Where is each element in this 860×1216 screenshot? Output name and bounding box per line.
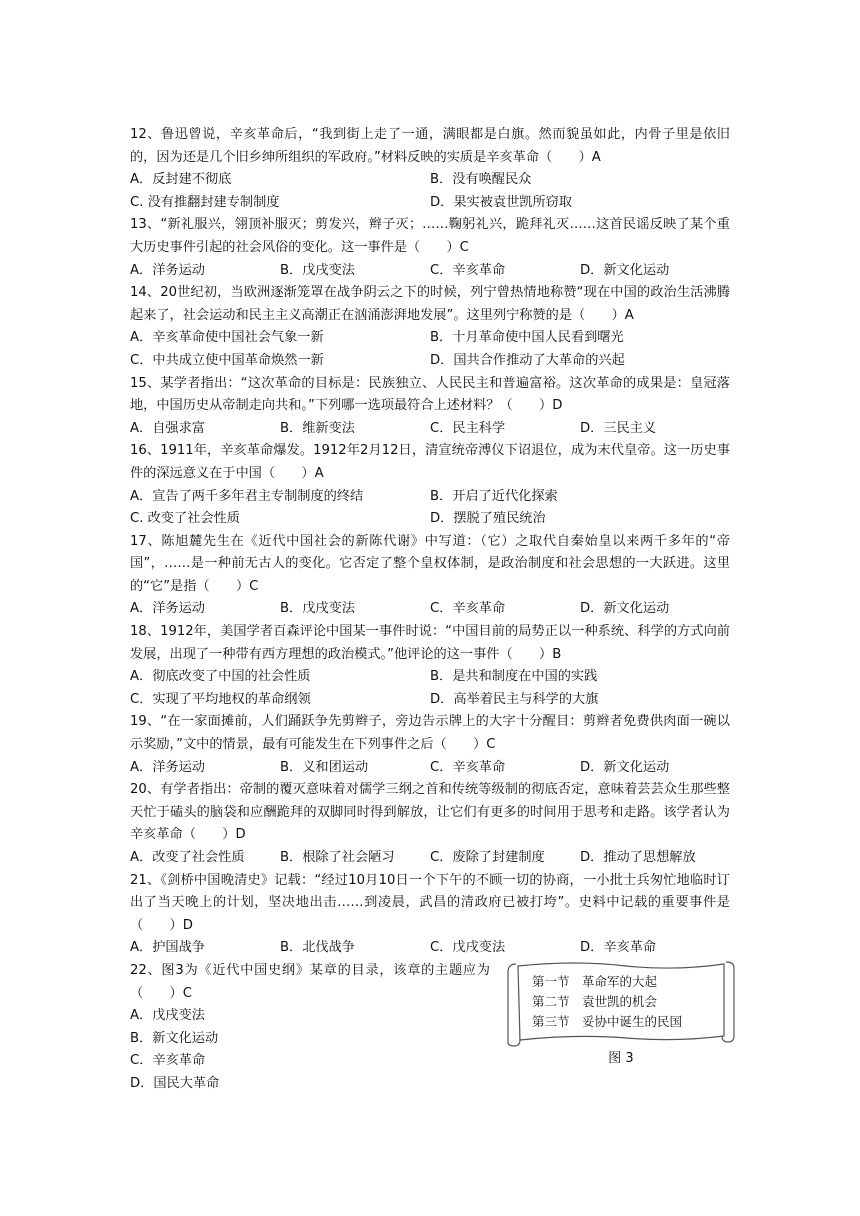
option: C．辛亥革命 (130, 1053, 206, 1069)
toc-line-1: 第一节 革命军的大起 (532, 973, 658, 989)
option: B．根除了社会陋习 (280, 850, 395, 865)
option: C. 没有推翻封建专制制度 (130, 194, 280, 210)
question-list (130, 124, 730, 960)
option-list (130, 327, 730, 372)
question-block (130, 621, 730, 711)
option: C．辛亥革命 (430, 759, 506, 775)
question-block (130, 124, 730, 214)
option: C. 改变了社会性质 (130, 511, 240, 527)
option: D．三民主义 (580, 420, 657, 436)
figure-3-scroll (506, 956, 736, 1066)
option: D．国共合作推动了大革命的兴起 (430, 352, 625, 368)
option: D．新文化运动 (580, 759, 670, 775)
option: D．国民大革命 (130, 1075, 220, 1091)
question-22 (130, 960, 730, 1096)
question-text: 13、“新礼服兴，翎顶补服灭；剪发兴，辫子灭；……鞠躬礼兴，跪拜礼灭……这首民谣反映了某个重大历史事件引起的社会风俗的变化。这一事件是（ ）C (130, 217, 730, 255)
question-text: 16、1911年，辛亥革命爆发。1912年2月12日，清宣统帝溥仪下诏退位，成为末代皇帝。这一历史事件的深远意义在于中国（ ）A (130, 443, 730, 481)
option: D．果实被袁世凯所窃取 (430, 194, 573, 210)
option: C．实现了平均地权的革命纲领 (130, 691, 311, 707)
option: A．自强求富 (130, 420, 205, 436)
option: D．辛亥革命 (580, 940, 657, 956)
option-list (130, 757, 730, 780)
option: A．洋务运动 (130, 759, 205, 775)
question-block (130, 870, 730, 960)
option: B．开启了近代化探索 (430, 488, 558, 504)
option: B．十月革命使中国人民看到曙光 (430, 330, 624, 346)
question-block (130, 214, 730, 282)
option: C．民主科学 (430, 420, 506, 436)
question-text: 20、有学者指出：帝制的覆灭意味着对儒学三纲之首和传统等级制的彻底否定，意味着芸芸众生那些整天忙于磕头的脑袋和应酬跪拜的双脚同时得到解放，让它们有更多的时间用于思考和走路。该学者认为辛亥革命（ ）D (130, 782, 730, 843)
document-body (130, 124, 730, 1096)
option: D．推动了思想解放 (580, 850, 696, 865)
option: C．中共成立使中国革命焕然一新 (130, 352, 324, 368)
option: A．护国战争 (130, 940, 205, 956)
option: C．废除了封建制度 (430, 850, 545, 865)
question-text: 14、20世纪初，当欧洲逐渐笼罩在战争阴云之下的时候，列宁曾热情地称赞“现在中国的政治生活沸腾起来了，社会运动和民主主义高潮正在汹涌澎湃地发展”。这里列宁称赞的是（ ）A (130, 285, 730, 323)
option: B．是共和制度在中国的实践 (430, 669, 598, 685)
option: B．没有唤醒民众 (430, 172, 532, 188)
option: B．新文化运动 (130, 1030, 219, 1046)
option: A．反封建不彻底 (130, 172, 232, 188)
question-text: 22、图3为《近代中国史纲》某章的目录，该章的主题应为（ ）C (130, 962, 490, 1001)
question-block (130, 440, 730, 530)
question-text: 15、某学者指出：“这次革命的目标是：民族独立、人民民主和普遍富裕。这次革命的成果是：皇冠落地，中国历史从帝制走向共和。”下列哪一选项最符合上述材料？（ ）D (130, 375, 730, 414)
option: B．义和团运动 (280, 759, 369, 775)
option: B．维新变法 (280, 420, 355, 436)
option: A．宣告了两千多年君主专制制度的终结 (130, 488, 364, 504)
option: C．戊戌变法 (430, 940, 506, 956)
figure-caption: 图 3 (608, 1050, 634, 1066)
option: A．改变了社会性质 (130, 850, 245, 865)
option: D．新文化运动 (580, 262, 670, 278)
question-block (130, 373, 730, 441)
option-list (130, 260, 730, 283)
question-block (130, 282, 730, 372)
scroll-illustration (506, 956, 736, 1048)
toc-line-3: 第三节 妥协中诞生的民国 (532, 1013, 683, 1029)
question-block (130, 711, 730, 779)
question-text: 18、1912年，美国学者百森评论中国某一事件时说：“中国目前的局势正以一种系统、科学的方式向前发展，出现了一种带有西方理想的政治模式。”他评论的这一事件（ ）B (130, 624, 730, 662)
option: B．北伐战争 (280, 940, 355, 956)
option-list (130, 598, 730, 621)
question-block (130, 531, 730, 621)
option: C．辛亥革命 (430, 601, 506, 617)
question-text: 21、《剑桥中国晚清史》记载：“经过10月10日一个下午的不顾一切的协商，一小批士兵匆忙地临时订出了当天晚上的计划，坚决地出击……到凌晨，武昌的清政府已被打垮”。史料中记载的重要事件是（ ）D (130, 872, 730, 933)
option-list (130, 847, 730, 870)
option: A．戊戌变法 (130, 1008, 205, 1024)
option-list (130, 666, 730, 711)
option: B．戊戌变法 (280, 601, 355, 617)
option: A．洋务运动 (130, 601, 205, 617)
question-text: 19、“在一家面摊前，人们踊跃争先剪辫子，旁边告示牌上的大字十分醒目：剪辫者免费供肉面一碗以示奖励，”文中的情景，最有可能发生在下列事件之后（ ）C (130, 714, 730, 753)
option-list (130, 169, 730, 214)
option: A．彻底改变了中国的社会性质 (130, 669, 311, 685)
option: A．洋务运动 (130, 262, 205, 278)
option-list (130, 486, 730, 531)
option: D．高举着民主与科学的大旗 (430, 691, 599, 707)
option: C．辛亥革命 (430, 262, 506, 278)
option: B．戊戌变法 (280, 262, 355, 278)
toc-line-2: 第二节 袁世凯的机会 (532, 993, 658, 1009)
option: D．新文化运动 (580, 601, 670, 617)
question-text: 12、鲁迅曾说，辛亥革命后，“我到街上走了一通，满眼都是白旗。然而貌虽如此，内骨子里是依旧的，因为还是几个旧乡绅所组织的军政府。”材料反映的实质是辛亥革命（ ）A (130, 127, 730, 165)
question-block (130, 779, 730, 869)
option-list (130, 418, 730, 441)
option: D．摆脱了殖民统治 (430, 511, 546, 527)
question-text: 17、陈旭麓先生在《近代中国社会的新陈代谢》中写道：（它）之取代自秦始皇以来两千多年的“帝国”，……是一种前无古人的变化。它否定了整个皇权体制，是政治制度和社会思想的一大跃进。这里的“它”是指（ ）C (130, 533, 731, 594)
option: A．辛亥革命使中国社会气象一新 (130, 330, 324, 346)
